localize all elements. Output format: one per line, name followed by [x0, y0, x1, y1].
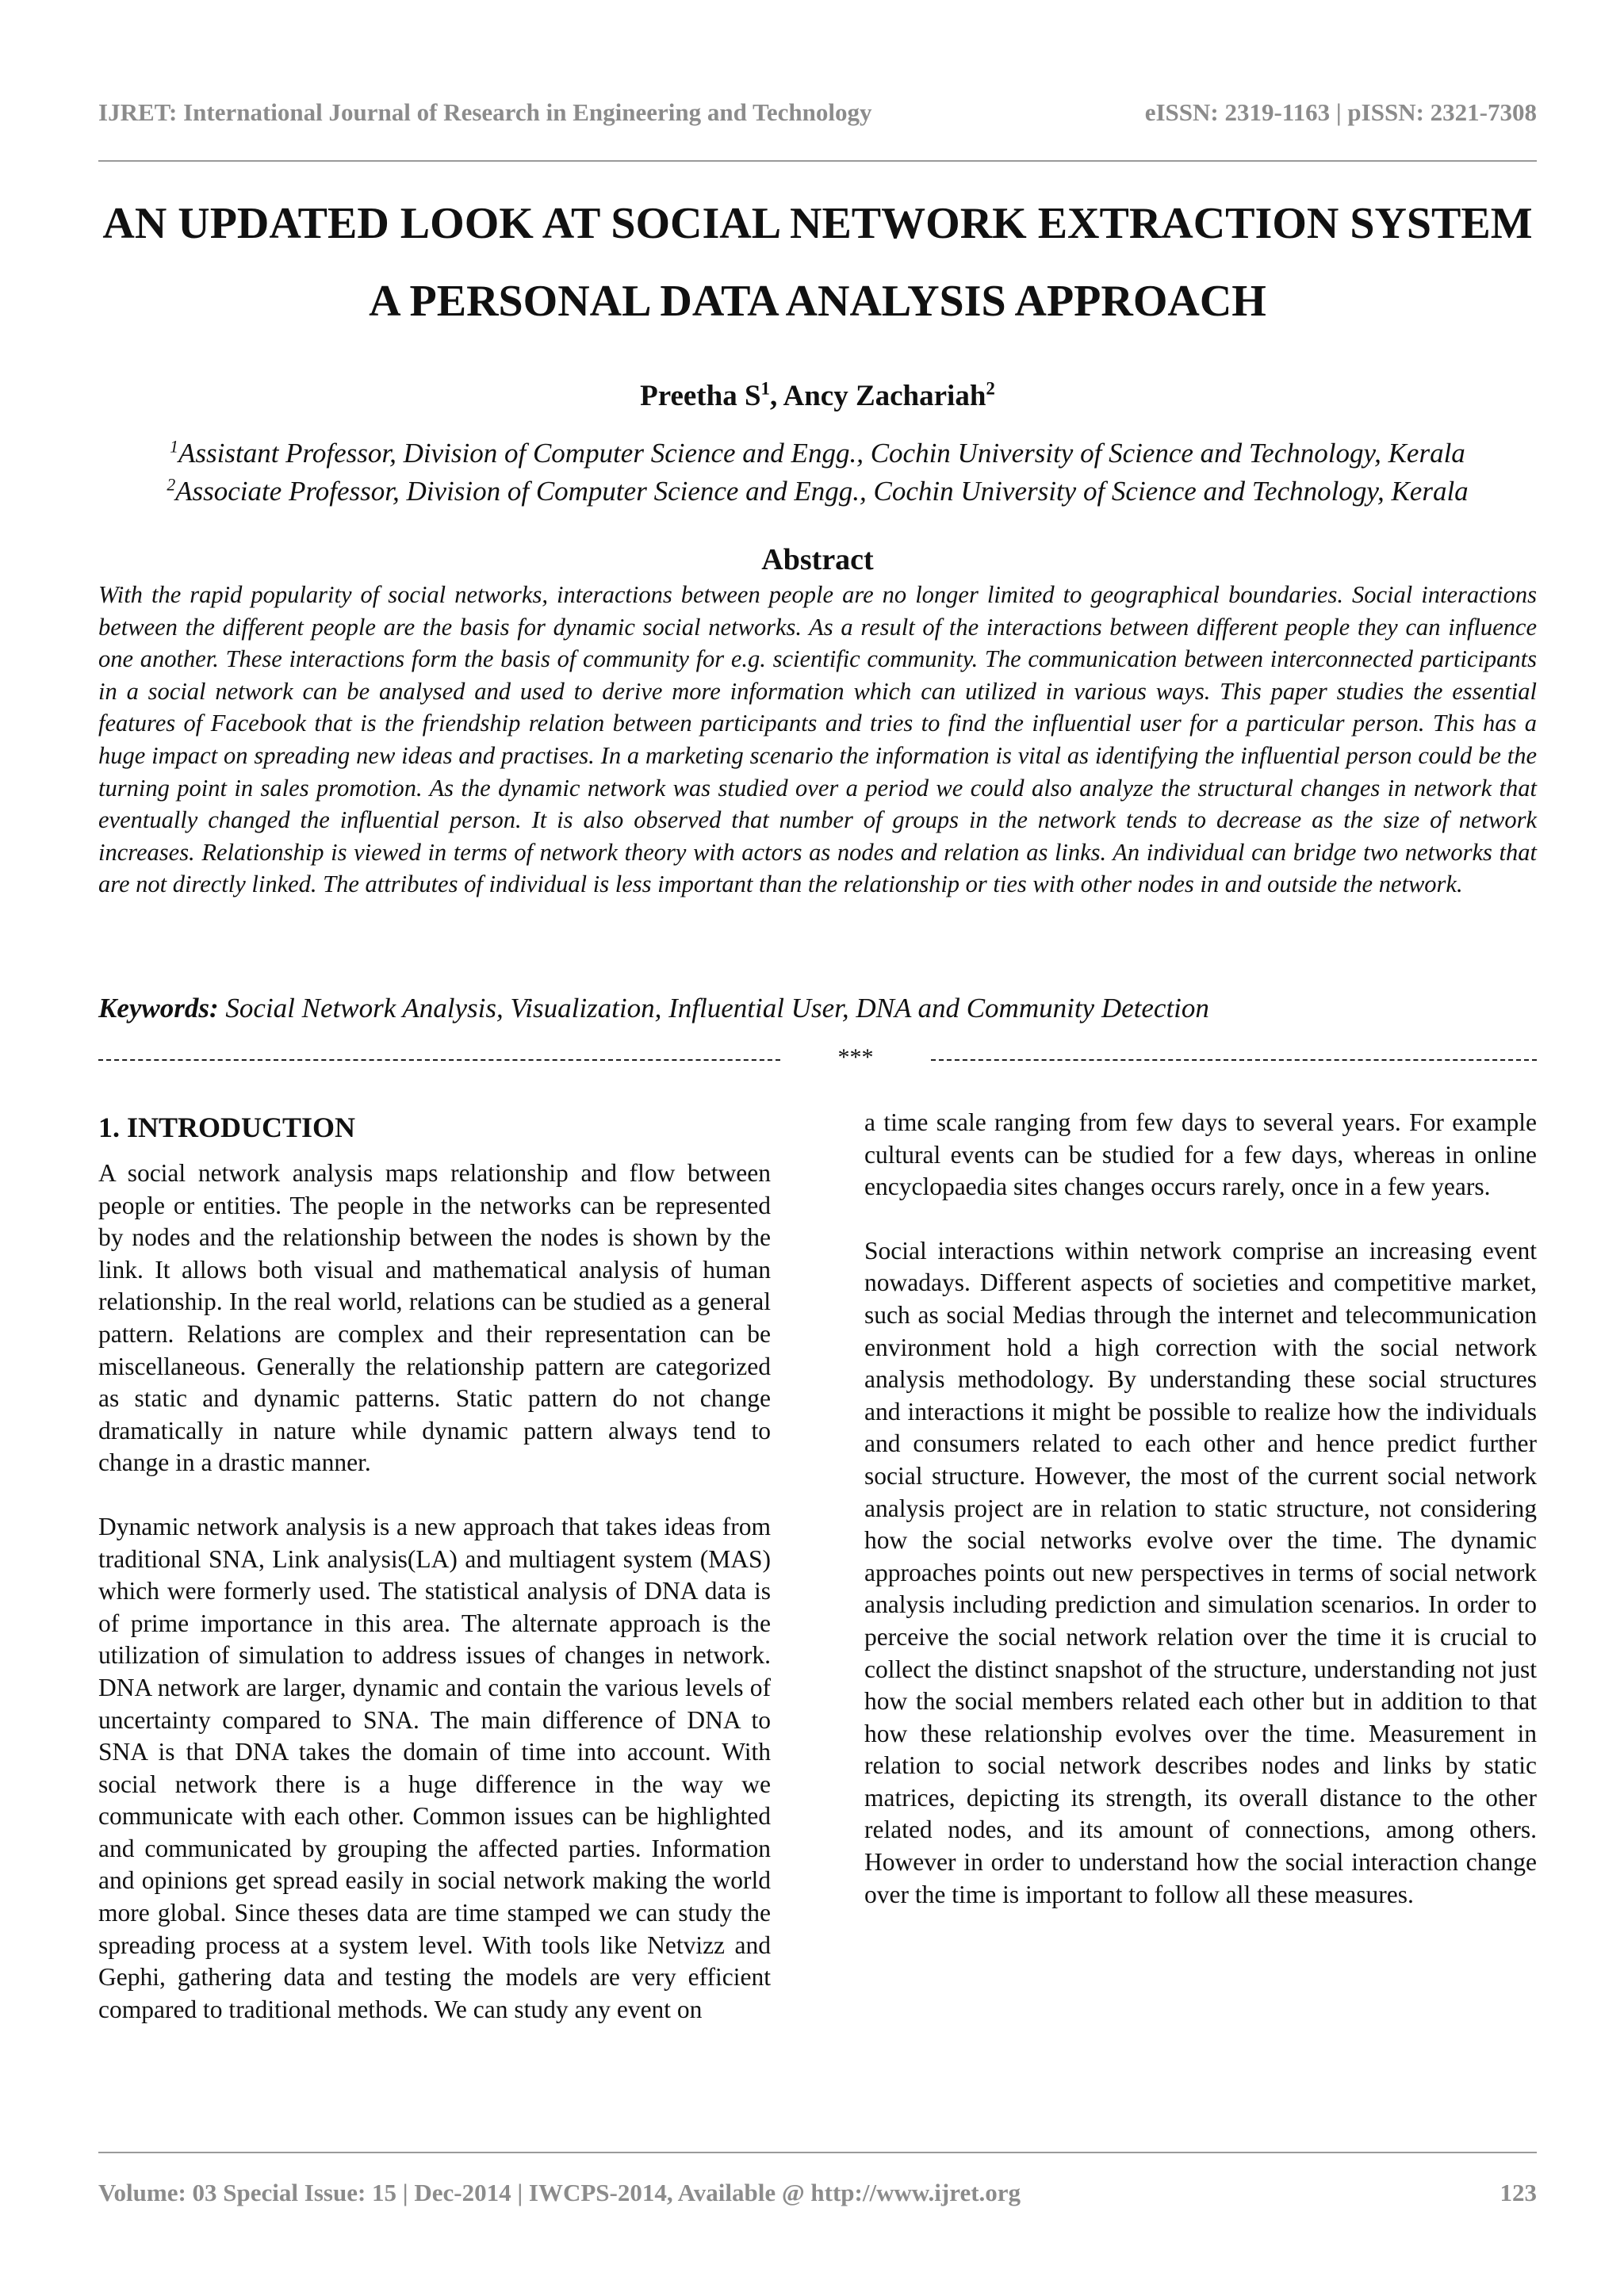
affiliation-1-text: Assistant Professor, Division of Computer Science and Engg., Cochin University of Science and Technology, Kerala	[178, 438, 1465, 469]
affiliation-2-sup: 2	[167, 475, 176, 495]
keywords-label: Keywords:	[98, 993, 219, 1024]
intro-paragraph-4: Social interactions within network comprise an increasing event nowadays. Different aspects of societies and competitive market, such as social Medias through the internet and telecommunication environment hold a high correction with the social network analysis methodology. By understanding these social structures and interactions it might be possible to realize how the individuals and consumers related to each other and hence predict further social structure. However, the most of the current social network analysis project are in relation to static structure, not considering how the social networks evolve over the time. The dynamic approaches points out new perspectives in terms of social network analysis including prediction and simulation scenarios. In order to perceive the social network relation over the time it is crucial to collect the distinct snapshot of the structure, understanding not just how the social members related each other but in addition to that how these relationship evolves over the time. Measurement in relation to social network describes nodes and links by static matrices, depicting its strength, its overall distance to the other related nodes, and its amount of connections, among others. However in order to understand how the social interaction change over the time is important to follow all these measures.	[864, 1236, 1537, 1908]
intro-paragraph-3: a time scale ranging from few days to several years. For example cultural events can be studied for a few days, whereas in online encyclopaedia sites changes occurs rarely, once in a few years.	[864, 1108, 1537, 1201]
affiliation-2-text: Associate Professor, Division of Computer Science and Engg., Cochin University of Science and Technology, Kerala	[175, 476, 1469, 507]
issn-info: eISSN: 2319-1163 | pISSN: 2321-7308	[1144, 98, 1537, 126]
header-rule	[98, 160, 1537, 162]
intro-paragraph-2: Dynamic network analysis is a new approach that takes ideas from traditional SNA, Link analysis(LA) and multiagent system (MAS) which were formerly used. The statistical analysis of DNA data is of prime importance in this area. The alternate approach is the utilization of simulation to address issues of changes in network. DNA network are larger, dynamic and contain the various levels of uncertainty compared to SNA. The main difference of DNA to SNA is that DNA takes the domain of time into account. With social network there is a huge difference in the way we communicate with each other. Common issues can be highlighted and communicated by grouping the affected parties. Information and opinions get spread easily in social network making the world more global. Since theses data are time stamped we can study the spreading process at a system level. With tools like Netvizz and Gephi, gathering data and testing the models are very efficient compared to traditional methods. We can study any event on	[98, 1512, 771, 2023]
abstract-text: With the rapid popularity of social networks, interactions between people are no longer limited to geographical boundaries. Social interactions between the different people are the basis for dynamic social networks. As a result of the interactions between different people they can influence one another. These interactions form the basis of community for e.g. scientific community. The communication between interconnected participants in a social network can be analysed and used to derive more information which can utilized in various ways. This paper studies the essential features of Facebook that is the friendship relation between participants and tries to find the influential user for a particular person. This has a huge impact on spreading new ideas and practises. In a marketing scenario the information is vital as identifying the influential person could be the turning point in sales promotion. As the dynamic network was studied over a period we could also analyze the structural changes in network that eventually changed the influential person. It is also observed that number of groups in the network tends to decrease as the size of network increases. Relationship is viewed in terms of network theory with actors as nodes and relation as links. An individual can bridge two networks that are not directly linked. The attributes of individual is less important than the relationship or ties with other nodes in and outside the network.	[98, 581, 1537, 898]
journal-name: IJRET: International Journal of Research in Engineering and Technology	[98, 98, 872, 126]
abstract-heading: Abstract	[761, 543, 874, 576]
running-header	[98, 98, 1537, 130]
keywords-text: Social Network Analysis, Visualization, Influential User, DNA and Community Detection	[218, 993, 1209, 1024]
affiliation-2	[98, 474, 1537, 509]
keywords	[98, 991, 1537, 1026]
author-2-sup: 2	[986, 378, 995, 399]
right-column	[864, 1107, 1537, 1942]
separator-stars: ***	[837, 1044, 874, 1070]
affiliation-1-sup: 1	[170, 437, 179, 457]
affiliation-1	[98, 436, 1537, 471]
footer-rule	[98, 2152, 1537, 2153]
introduction-heading: 1. INTRODUCTION	[98, 1112, 356, 1143]
author-2-name: Ancy Zachariah	[783, 380, 986, 412]
author-list	[98, 379, 1537, 414]
footer-citation: Volume: 03 Special Issue: 15 | Dec-2014 | IWCPS-2014, Available @ http://www.ijret.org	[98, 2179, 1021, 2206]
intro-paragraph-1: A social network analysis maps relationship and flow between people or entities. The people in the networks can be represented by nodes and the relationship between the nodes is shown by the link. It allows both visual and mathematical analysis of human relationship. In the real world, relations can be studied as a general pattern. Relations are complex and their representation can be miscellaneous. Generally the relationship pattern are categorized as static and dynamic patterns. Static pattern do not change dramatically in nature while dynamic pattern always tend to change in a drastic manner.	[98, 1159, 771, 1477]
page-number: 123	[1500, 2179, 1537, 2206]
separator-dashes-left	[98, 1059, 780, 1061]
paper-title-line-1: AN UPDATED LOOK AT SOCIAL NETWORK EXTRACTION SYSTEM	[102, 199, 1533, 248]
paper-title-line-2: A PERSONAL DATA ANALYSIS APPROACH	[369, 277, 1266, 326]
author-separator: ,	[770, 380, 783, 412]
author-1-name: Preetha S	[640, 380, 761, 412]
left-column	[98, 1110, 771, 2057]
author-1-sup: 1	[760, 378, 771, 399]
running-footer	[98, 2179, 1537, 2210]
section-separator	[98, 1043, 1537, 1072]
separator-dashes-right	[931, 1059, 1537, 1061]
